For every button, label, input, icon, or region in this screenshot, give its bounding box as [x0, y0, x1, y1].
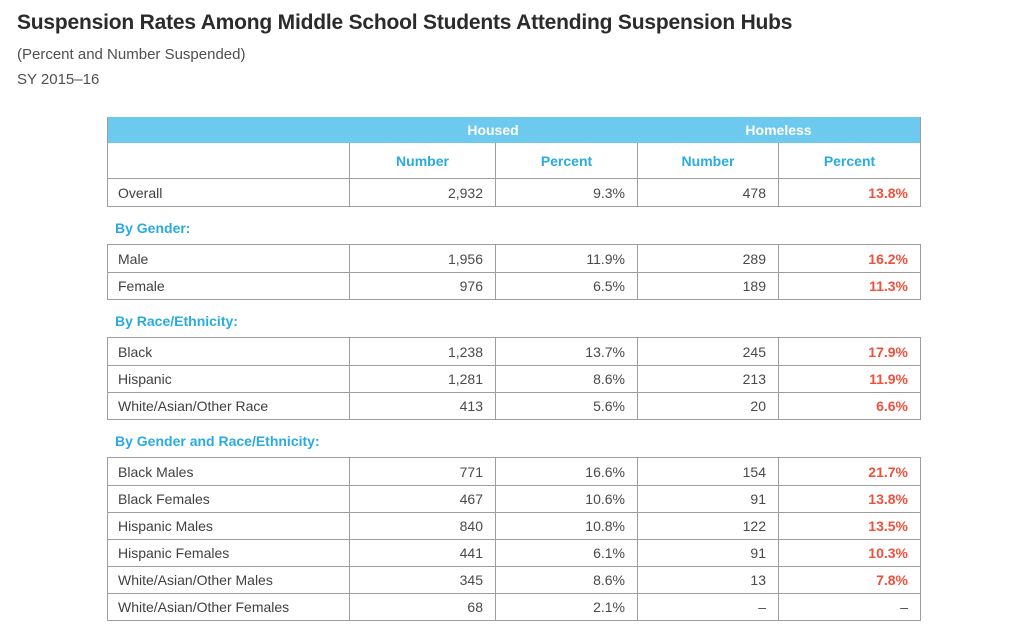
row-label: Black Females	[118, 491, 210, 507]
row-label: Female	[118, 278, 165, 294]
cell-housed-percent: 10.8%	[495, 513, 637, 539]
cell-homeless-percent: 21.7%	[778, 458, 920, 485]
cell-housed-number: 1,238	[349, 338, 495, 365]
section-heading: By Race/Ethnicity:	[115, 313, 238, 329]
table-row	[108, 365, 920, 392]
column-header-row	[108, 143, 920, 179]
table-row	[108, 593, 920, 620]
cell-housed-percent: 16.6%	[495, 458, 637, 485]
cell-homeless-number: 20	[637, 393, 778, 419]
cell-housed-number: 68	[349, 594, 495, 620]
row-label: Hispanic	[118, 371, 172, 387]
group-header-band	[108, 117, 920, 143]
cell-homeless-number: 189	[637, 273, 778, 299]
row-label: White/Asian/Other Females	[118, 599, 290, 615]
cell-housed-number: 413	[349, 393, 495, 419]
school-year-label: SY 2015–16	[17, 71, 100, 88]
row-label: Hispanic Females	[118, 545, 230, 561]
group-header-spacer	[108, 117, 349, 143]
cell-housed-percent: 10.6%	[495, 486, 637, 512]
cell-homeless-number: 245	[637, 338, 778, 365]
cell-homeless-percent: 17.9%	[778, 338, 920, 365]
cell-homeless-number: 91	[637, 486, 778, 512]
cell-housed-number: 840	[349, 513, 495, 539]
cell-homeless-percent: 6.6%	[778, 393, 920, 419]
column-header-housed-percent: Percent	[495, 143, 637, 178]
table-row	[108, 539, 920, 566]
column-header-homeless-percent: Percent	[778, 143, 920, 178]
group-header-homeless: Homeless	[637, 117, 920, 143]
group-header-housed: Housed	[349, 117, 637, 143]
cell-homeless-percent: 13.5%	[778, 513, 920, 539]
row-label: Overall	[118, 184, 163, 201]
cell-housed-number: 345	[349, 567, 495, 593]
cell-homeless-number: 122	[637, 513, 778, 539]
page-title: Suspension Rates Among Middle School Students Attending Suspension Hubs	[17, 11, 793, 34]
column-header-housed-number: Number	[349, 143, 495, 178]
table-row	[108, 458, 920, 485]
by-gender-race-table	[107, 457, 921, 621]
cell-housed-percent: 6.5%	[495, 273, 637, 299]
overall-table	[107, 117, 921, 207]
row-label: Black	[118, 343, 153, 360]
cell-housed-number: 467	[349, 486, 495, 512]
cell-homeless-number: 213	[637, 366, 778, 392]
table-row	[108, 512, 920, 539]
table-row	[108, 566, 920, 593]
page-subtitle: (Percent and Number Suspended)	[17, 46, 246, 63]
cell-housed-percent: 8.6%	[495, 366, 637, 392]
table-row	[108, 338, 920, 365]
cell-housed-number: 2,932	[349, 179, 495, 206]
cell-homeless-percent: 13.8%	[778, 179, 920, 206]
table-row	[108, 485, 920, 512]
cell-housed-percent: 8.6%	[495, 567, 637, 593]
table-row	[108, 245, 920, 272]
row-label: Hispanic Males	[118, 518, 213, 534]
row-label: Male	[118, 250, 149, 267]
cell-homeless-percent: 13.8%	[778, 486, 920, 512]
suspension-rates-table	[107, 117, 921, 621]
by-gender-table	[107, 244, 921, 300]
row-label: White/Asian/Other Males	[118, 572, 273, 588]
column-header-homeless-number: Number	[637, 143, 778, 178]
cell-homeless-percent: –	[778, 594, 920, 620]
table-row	[108, 392, 920, 419]
by-race-table	[107, 337, 921, 420]
section-by-gender	[107, 220, 921, 300]
cell-housed-number: 1,956	[349, 245, 495, 272]
cell-homeless-percent: 7.8%	[778, 567, 920, 593]
cell-homeless-percent: 11.3%	[778, 273, 920, 299]
cell-housed-percent: 11.9%	[495, 245, 637, 272]
section-heading: By Gender:	[115, 220, 191, 236]
cell-homeless-number: 13	[637, 567, 778, 593]
cell-homeless-number: –	[637, 594, 778, 620]
cell-homeless-number: 154	[637, 458, 778, 485]
section-by-race-ethnicity	[107, 313, 921, 420]
cell-housed-percent: 5.6%	[495, 393, 637, 419]
table-row	[108, 272, 920, 299]
section-heading: By Gender and Race/Ethnicity:	[115, 433, 320, 449]
row-label: Black Males	[118, 463, 194, 480]
cell-homeless-number: 289	[637, 245, 778, 272]
cell-housed-percent: 6.1%	[495, 540, 637, 566]
cell-housed-number: 441	[349, 540, 495, 566]
table-row-overall	[108, 179, 920, 206]
cell-housed-percent: 9.3%	[495, 179, 637, 206]
cell-homeless-percent: 11.9%	[778, 366, 920, 392]
column-header-spacer	[108, 143, 349, 178]
cell-housed-number: 1,281	[349, 366, 495, 392]
cell-homeless-number: 91	[637, 540, 778, 566]
cell-housed-percent: 2.1%	[495, 594, 637, 620]
cell-homeless-number: 478	[637, 179, 778, 206]
row-label: White/Asian/Other Race	[118, 398, 269, 414]
cell-homeless-percent: 10.3%	[778, 540, 920, 566]
cell-housed-percent: 13.7%	[495, 338, 637, 365]
section-by-gender-and-race	[107, 433, 921, 621]
cell-housed-number: 771	[349, 458, 495, 485]
cell-housed-number: 976	[349, 273, 495, 299]
cell-homeless-percent: 16.2%	[778, 245, 920, 272]
